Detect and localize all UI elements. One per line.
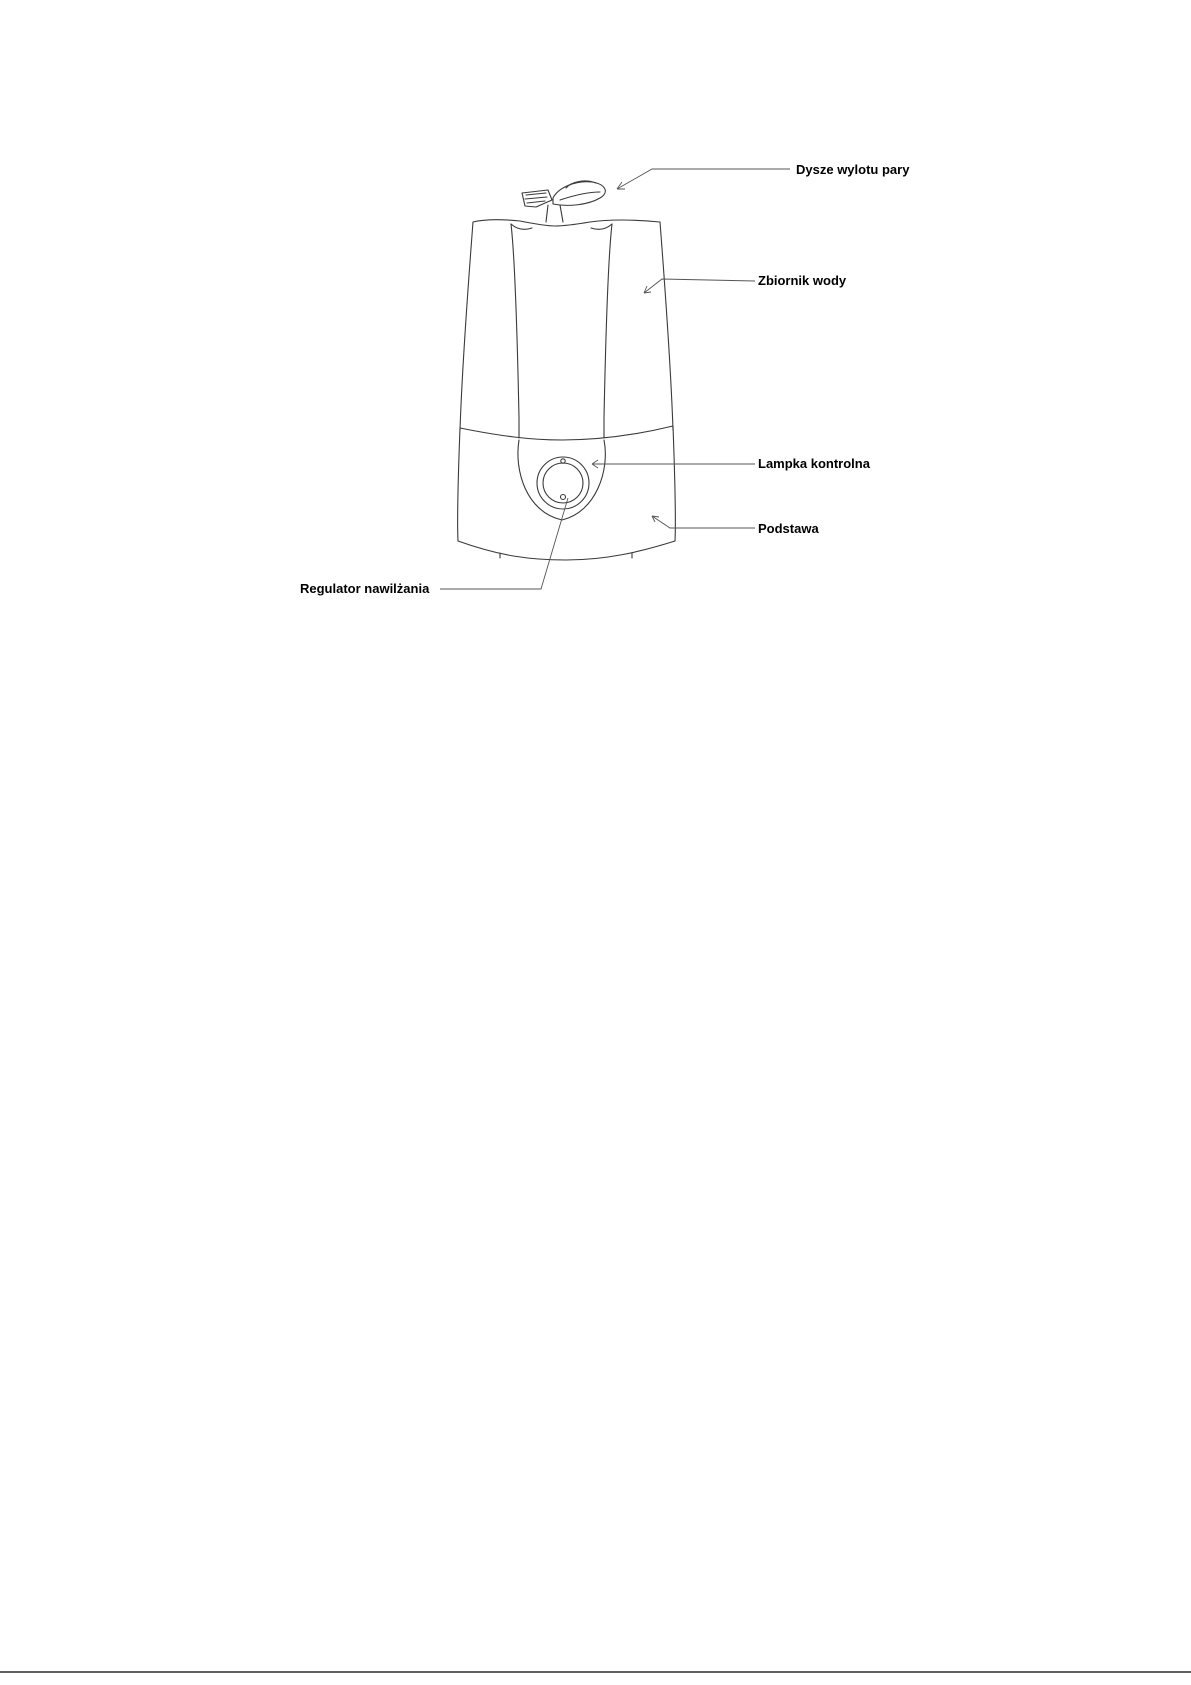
tank-base-seam bbox=[460, 426, 673, 440]
leader-humidity-regulator bbox=[440, 498, 568, 589]
label-steam-nozzles: Dysze wylotu pary bbox=[796, 162, 910, 177]
leader-steam-nozzles bbox=[617, 169, 790, 189]
label-water-tank: Zbiornik wody bbox=[758, 273, 847, 288]
water-tank-drawing bbox=[460, 220, 673, 438]
label-humidity-regulator: Regulator nawilżania bbox=[300, 581, 430, 596]
base-drawing bbox=[458, 426, 676, 560]
leader-lines bbox=[440, 169, 790, 589]
label-base: Podstawa bbox=[758, 521, 819, 536]
steam-nozzles-drawing bbox=[522, 181, 605, 222]
leader-base bbox=[652, 516, 755, 528]
leader-water-tank bbox=[644, 279, 755, 293]
control-knob-drawing bbox=[537, 457, 589, 509]
label-indicator-lamp: Lampka kontrolna bbox=[758, 456, 870, 471]
